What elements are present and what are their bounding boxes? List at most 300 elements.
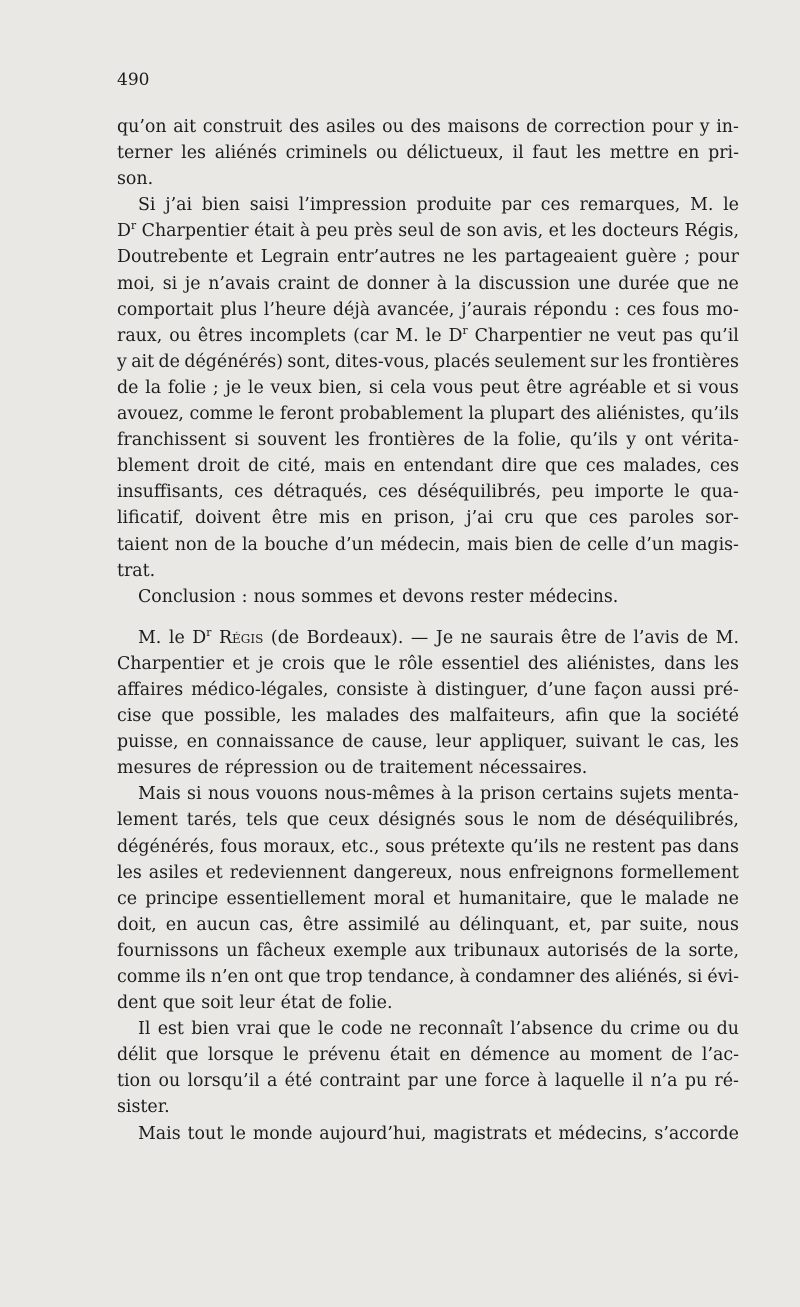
word: de bbox=[526, 117, 548, 137]
word: asiles bbox=[148, 862, 199, 883]
word: par bbox=[407, 1071, 438, 1092]
word: en bbox=[186, 732, 209, 753]
word: ces bbox=[377, 482, 407, 503]
word: durée bbox=[618, 273, 670, 294]
text-line bbox=[117, 912, 739, 938]
word: délictueux, bbox=[406, 143, 504, 164]
word: qua- bbox=[700, 482, 739, 503]
word: par bbox=[600, 914, 631, 935]
word: dans bbox=[697, 836, 739, 857]
word: ou bbox=[382, 117, 404, 137]
word: comme bbox=[189, 404, 253, 425]
word: consiste bbox=[336, 679, 409, 700]
text-line bbox=[117, 244, 739, 270]
text-line bbox=[117, 1042, 739, 1068]
text-line bbox=[117, 453, 739, 479]
text-line bbox=[117, 964, 739, 990]
word: soit bbox=[201, 993, 234, 1014]
word: souvent bbox=[257, 430, 327, 451]
word: médecin, bbox=[380, 534, 461, 555]
word: bien bbox=[201, 195, 240, 216]
word: partageaient bbox=[504, 247, 618, 268]
word: appliquer, bbox=[479, 732, 568, 753]
word: magis- bbox=[680, 534, 739, 555]
word: dangereux, bbox=[353, 862, 453, 883]
word: la bbox=[664, 940, 681, 961]
word: — bbox=[410, 627, 429, 648]
word: ont bbox=[644, 430, 674, 451]
word: malades bbox=[326, 706, 400, 727]
word: peu bbox=[315, 221, 349, 242]
word: l’heure bbox=[263, 299, 327, 320]
word: (de bbox=[270, 627, 300, 648]
word: aliénés bbox=[214, 143, 277, 164]
text-line bbox=[117, 192, 739, 218]
word: importe bbox=[594, 482, 664, 503]
word: à bbox=[440, 784, 452, 805]
text-line bbox=[117, 1121, 739, 1147]
text-line bbox=[117, 375, 739, 401]
word: de bbox=[463, 430, 485, 451]
word: produite bbox=[416, 195, 492, 216]
word: $D^r$ bbox=[448, 323, 468, 346]
word: formellement bbox=[620, 862, 739, 883]
word: rester bbox=[470, 586, 524, 607]
word: suite, bbox=[639, 914, 689, 935]
word: et bbox=[235, 247, 254, 268]
word: de bbox=[559, 534, 581, 555]
word: qu’ils bbox=[569, 430, 618, 451]
text-line bbox=[117, 755, 739, 781]
word: de bbox=[635, 940, 658, 961]
word: ce bbox=[117, 888, 138, 909]
word: ; bbox=[212, 377, 219, 398]
text-line bbox=[117, 990, 739, 1016]
word: de bbox=[342, 732, 364, 753]
word: lement bbox=[117, 810, 178, 831]
word: que bbox=[544, 508, 578, 529]
word: en bbox=[439, 1045, 461, 1066]
word: les bbox=[622, 351, 648, 372]
word: les bbox=[571, 221, 597, 242]
word: remarques, bbox=[579, 195, 681, 216]
word: de bbox=[671, 1045, 693, 1066]
word: Charpentier bbox=[141, 221, 249, 242]
word: démence bbox=[470, 1045, 550, 1066]
word: son bbox=[466, 221, 498, 242]
text-line bbox=[117, 834, 739, 860]
word: docteurs bbox=[601, 221, 679, 242]
word: dans bbox=[664, 653, 706, 674]
word: comme bbox=[117, 967, 181, 987]
word: M. bbox=[715, 627, 739, 648]
word: dire bbox=[501, 456, 537, 477]
word: possible, bbox=[203, 706, 282, 727]
word: son. bbox=[117, 169, 154, 190]
word: est bbox=[157, 1019, 184, 1040]
word: dégénérés) bbox=[184, 351, 284, 372]
word: le bbox=[283, 1045, 299, 1066]
word: être bbox=[526, 377, 563, 398]
word: leur bbox=[239, 993, 275, 1014]
word: que bbox=[544, 456, 578, 477]
word: cause, bbox=[371, 732, 428, 753]
word: de bbox=[337, 273, 359, 294]
word: frontières bbox=[368, 430, 455, 451]
word: nous bbox=[459, 862, 502, 883]
word: tarés, bbox=[186, 810, 238, 831]
word: le bbox=[230, 1123, 246, 1144]
word: d’une bbox=[536, 679, 587, 700]
word: mettre bbox=[609, 143, 670, 164]
word: de bbox=[584, 810, 607, 831]
word: afin bbox=[565, 706, 599, 727]
word: fournissons bbox=[117, 940, 219, 961]
text-line bbox=[117, 1068, 739, 1094]
word: de bbox=[214, 534, 236, 555]
word: lorsque bbox=[207, 1045, 274, 1066]
word: à bbox=[537, 1071, 548, 1092]
word: je bbox=[184, 273, 201, 294]
word: non bbox=[174, 534, 208, 555]
text-line bbox=[117, 781, 739, 807]
word: vérita- bbox=[681, 430, 739, 451]
word: force bbox=[484, 1071, 530, 1092]
word: était bbox=[389, 1045, 431, 1066]
word: d’un bbox=[334, 534, 374, 555]
word: si bbox=[677, 377, 692, 398]
word: guère bbox=[625, 247, 677, 268]
word: nous-mêmes bbox=[324, 784, 435, 805]
word: le bbox=[317, 1019, 334, 1040]
text-line bbox=[117, 651, 739, 677]
word: Régis bbox=[218, 627, 264, 648]
word: sous bbox=[464, 810, 505, 831]
word: cru bbox=[504, 508, 534, 529]
word: le bbox=[374, 653, 391, 674]
word: si bbox=[234, 430, 250, 451]
word: maisons bbox=[447, 117, 520, 137]
word: en bbox=[373, 456, 396, 477]
word: feront bbox=[280, 404, 334, 425]
word: puisse, bbox=[117, 732, 179, 753]
word: moraux, bbox=[263, 836, 336, 857]
word: du bbox=[600, 1019, 623, 1040]
word: aliénés, bbox=[614, 967, 683, 987]
word: l’impression bbox=[298, 195, 407, 216]
word: ces bbox=[585, 456, 615, 477]
word: ; bbox=[684, 247, 691, 268]
word: des bbox=[410, 117, 441, 137]
word: ne bbox=[588, 325, 611, 346]
word: traitement bbox=[379, 758, 473, 779]
word: répondu bbox=[533, 299, 608, 320]
text-line bbox=[117, 860, 739, 886]
word: détraqués, bbox=[273, 482, 368, 503]
word: nécessaires. bbox=[478, 758, 588, 779]
word: leur bbox=[435, 732, 472, 753]
text-line bbox=[117, 297, 739, 323]
word: sorte, bbox=[688, 940, 739, 961]
word: pas bbox=[660, 836, 692, 857]
word: craint bbox=[277, 273, 330, 294]
word: que bbox=[677, 273, 710, 294]
word: le bbox=[512, 810, 529, 831]
word: contraint bbox=[319, 1071, 401, 1092]
word: ou bbox=[158, 1071, 181, 1092]
word: : bbox=[241, 586, 248, 607]
word: le bbox=[258, 404, 275, 425]
word: avis, bbox=[502, 221, 544, 242]
text-line bbox=[117, 558, 739, 584]
word: essentiellement bbox=[226, 888, 366, 909]
word: vous bbox=[432, 377, 474, 398]
word: du bbox=[716, 1019, 739, 1040]
word: j’aurais bbox=[461, 299, 527, 320]
word: Régis, bbox=[684, 221, 739, 242]
word: malades, bbox=[623, 456, 702, 477]
word: que bbox=[162, 993, 196, 1014]
word: autorisés bbox=[547, 940, 629, 961]
word: folie, bbox=[517, 430, 562, 451]
word: ne bbox=[443, 247, 465, 268]
word: si bbox=[368, 377, 384, 398]
body-text bbox=[117, 114, 739, 1147]
word: le bbox=[647, 732, 664, 753]
word: de bbox=[247, 456, 270, 477]
word: répression bbox=[224, 758, 319, 779]
word: et bbox=[205, 862, 223, 883]
word: essentiel bbox=[441, 653, 520, 674]
word: que bbox=[286, 810, 320, 831]
word: Je bbox=[435, 627, 454, 648]
word: qu’on bbox=[117, 117, 167, 137]
word: déséquilibrés, bbox=[615, 810, 739, 831]
text-line bbox=[117, 886, 739, 912]
word: plus bbox=[220, 299, 258, 320]
word: ou bbox=[376, 143, 398, 164]
word: placés bbox=[434, 351, 491, 372]
word: ceux bbox=[328, 810, 370, 831]
text-line bbox=[117, 505, 739, 531]
word: des bbox=[527, 653, 559, 674]
word: mais bbox=[466, 534, 509, 555]
text-line bbox=[117, 1016, 739, 1042]
word: Conclusion bbox=[138, 586, 236, 607]
word: ou bbox=[687, 1019, 710, 1040]
word: faut bbox=[532, 143, 568, 164]
word: raux, bbox=[117, 325, 163, 346]
text-line bbox=[117, 140, 739, 166]
word: agréable bbox=[568, 377, 647, 398]
word: ces bbox=[710, 456, 739, 477]
word: prison bbox=[479, 784, 536, 805]
text-line bbox=[117, 166, 739, 192]
text-line bbox=[117, 114, 739, 140]
word: laquelle bbox=[554, 1071, 625, 1092]
word: Charpentier bbox=[474, 325, 582, 346]
word: les bbox=[472, 247, 497, 268]
word: à bbox=[436, 273, 448, 294]
word: code bbox=[341, 1019, 383, 1040]
word: je bbox=[225, 377, 242, 398]
word: rôle bbox=[398, 653, 434, 674]
word: si bbox=[187, 784, 202, 805]
word: tendance, bbox=[367, 967, 455, 987]
word: été bbox=[284, 1071, 313, 1092]
word: M. bbox=[138, 627, 162, 648]
word: enfreignons bbox=[508, 862, 614, 883]
word: ces bbox=[234, 482, 264, 503]
word: aux bbox=[414, 940, 446, 961]
word: mais bbox=[324, 456, 366, 477]
word: fous bbox=[220, 836, 258, 857]
word: façon bbox=[594, 679, 643, 700]
word: des bbox=[560, 404, 591, 425]
word: monde bbox=[252, 1123, 313, 1144]
word: dégénérés, bbox=[117, 836, 215, 857]
word: médico-légales, bbox=[191, 679, 329, 700]
word: j’ai bbox=[466, 508, 494, 529]
word: pré- bbox=[703, 679, 739, 700]
word: et bbox=[232, 653, 250, 674]
word: saisi bbox=[249, 195, 290, 216]
word: folie bbox=[167, 377, 207, 398]
word: le bbox=[247, 377, 264, 398]
word: Mais bbox=[138, 1123, 181, 1144]
word: crime bbox=[630, 1019, 681, 1040]
text-line bbox=[117, 625, 739, 651]
word: moi, bbox=[117, 273, 156, 294]
word: déjà bbox=[332, 299, 371, 320]
word: au bbox=[558, 1045, 581, 1066]
word: connaissance bbox=[216, 732, 335, 753]
word: ait bbox=[131, 351, 155, 372]
word: certains bbox=[541, 784, 614, 805]
word: $D^r$ bbox=[192, 625, 212, 648]
word: ils bbox=[185, 967, 206, 987]
word: de bbox=[351, 758, 374, 779]
word: il bbox=[632, 1071, 644, 1092]
word: Legrain bbox=[260, 247, 330, 268]
word: taient bbox=[117, 534, 169, 555]
word: qu’il bbox=[699, 325, 739, 346]
word: et bbox=[548, 221, 566, 242]
word: exemple bbox=[333, 940, 407, 961]
word: franchissent bbox=[117, 430, 227, 451]
word: Mais bbox=[138, 784, 181, 805]
word: ces bbox=[588, 508, 618, 529]
word: la bbox=[457, 784, 474, 805]
word: sous bbox=[385, 836, 425, 857]
word: criminels bbox=[285, 143, 368, 164]
word: tout bbox=[187, 1123, 224, 1144]
word: le bbox=[620, 888, 637, 909]
word: n’avais bbox=[208, 273, 270, 294]
word: et bbox=[534, 1123, 552, 1144]
word: que bbox=[161, 706, 195, 727]
word: la bbox=[145, 377, 162, 398]
word: y bbox=[699, 117, 710, 137]
word: par bbox=[501, 195, 532, 216]
word: reconnaît bbox=[418, 1019, 503, 1040]
text-line bbox=[117, 218, 739, 244]
word: mis bbox=[318, 508, 350, 529]
word: près bbox=[354, 221, 393, 242]
word: délinquant, bbox=[459, 914, 560, 935]
word: le bbox=[674, 482, 690, 503]
word: celle bbox=[587, 534, 629, 555]
word: : bbox=[614, 299, 620, 320]
word: les bbox=[291, 706, 317, 727]
word: les bbox=[117, 862, 142, 883]
word: terner bbox=[117, 143, 173, 164]
word: (car bbox=[353, 325, 389, 346]
word: de bbox=[117, 377, 139, 398]
word: paroles bbox=[628, 508, 695, 529]
word: ont bbox=[254, 967, 283, 987]
word: entendant bbox=[403, 456, 494, 477]
word: aliénistes, bbox=[596, 404, 686, 425]
word: nom bbox=[537, 810, 576, 831]
word: aliénistes, bbox=[566, 653, 656, 674]
word: des bbox=[409, 706, 440, 727]
word: tels bbox=[246, 810, 278, 831]
text-line bbox=[117, 349, 739, 375]
word: avancée, bbox=[376, 299, 455, 320]
word: peu bbox=[551, 482, 585, 503]
word: ne bbox=[717, 888, 739, 909]
word: le bbox=[425, 325, 442, 346]
word: il bbox=[512, 143, 524, 164]
word: les bbox=[714, 653, 739, 674]
word: sor- bbox=[705, 508, 739, 529]
word: être bbox=[271, 508, 308, 529]
word: êtres bbox=[197, 325, 243, 346]
word: être bbox=[302, 914, 339, 935]
word: que bbox=[287, 967, 321, 987]
word: Doutrebente bbox=[117, 247, 229, 268]
word: Bordeaux). bbox=[306, 627, 404, 648]
word: moment bbox=[589, 1045, 662, 1066]
word: ait bbox=[173, 117, 197, 137]
word: pas bbox=[662, 325, 693, 346]
word: s’accorde bbox=[654, 1123, 739, 1144]
word: les bbox=[714, 732, 739, 753]
word: cas, bbox=[259, 914, 294, 935]
word: la bbox=[468, 404, 485, 425]
word: sur bbox=[590, 351, 619, 372]
word: tribunaux bbox=[453, 940, 540, 961]
word: ne bbox=[389, 1019, 412, 1040]
text-line bbox=[117, 703, 739, 729]
text-line bbox=[117, 677, 739, 703]
text-line bbox=[117, 427, 739, 453]
word: cela bbox=[390, 377, 427, 398]
word: pri- bbox=[708, 143, 739, 164]
word: ne bbox=[717, 273, 739, 294]
word: lificatif, bbox=[117, 508, 184, 529]
word: que bbox=[165, 1045, 199, 1066]
word: M. bbox=[395, 325, 419, 346]
word: dites-vous, bbox=[334, 351, 430, 372]
word: de bbox=[604, 627, 626, 648]
word: nous bbox=[697, 914, 739, 935]
word: veux bbox=[270, 377, 312, 398]
word: être bbox=[560, 627, 597, 648]
word: de bbox=[321, 993, 343, 1014]
word: pu bbox=[684, 1071, 708, 1092]
